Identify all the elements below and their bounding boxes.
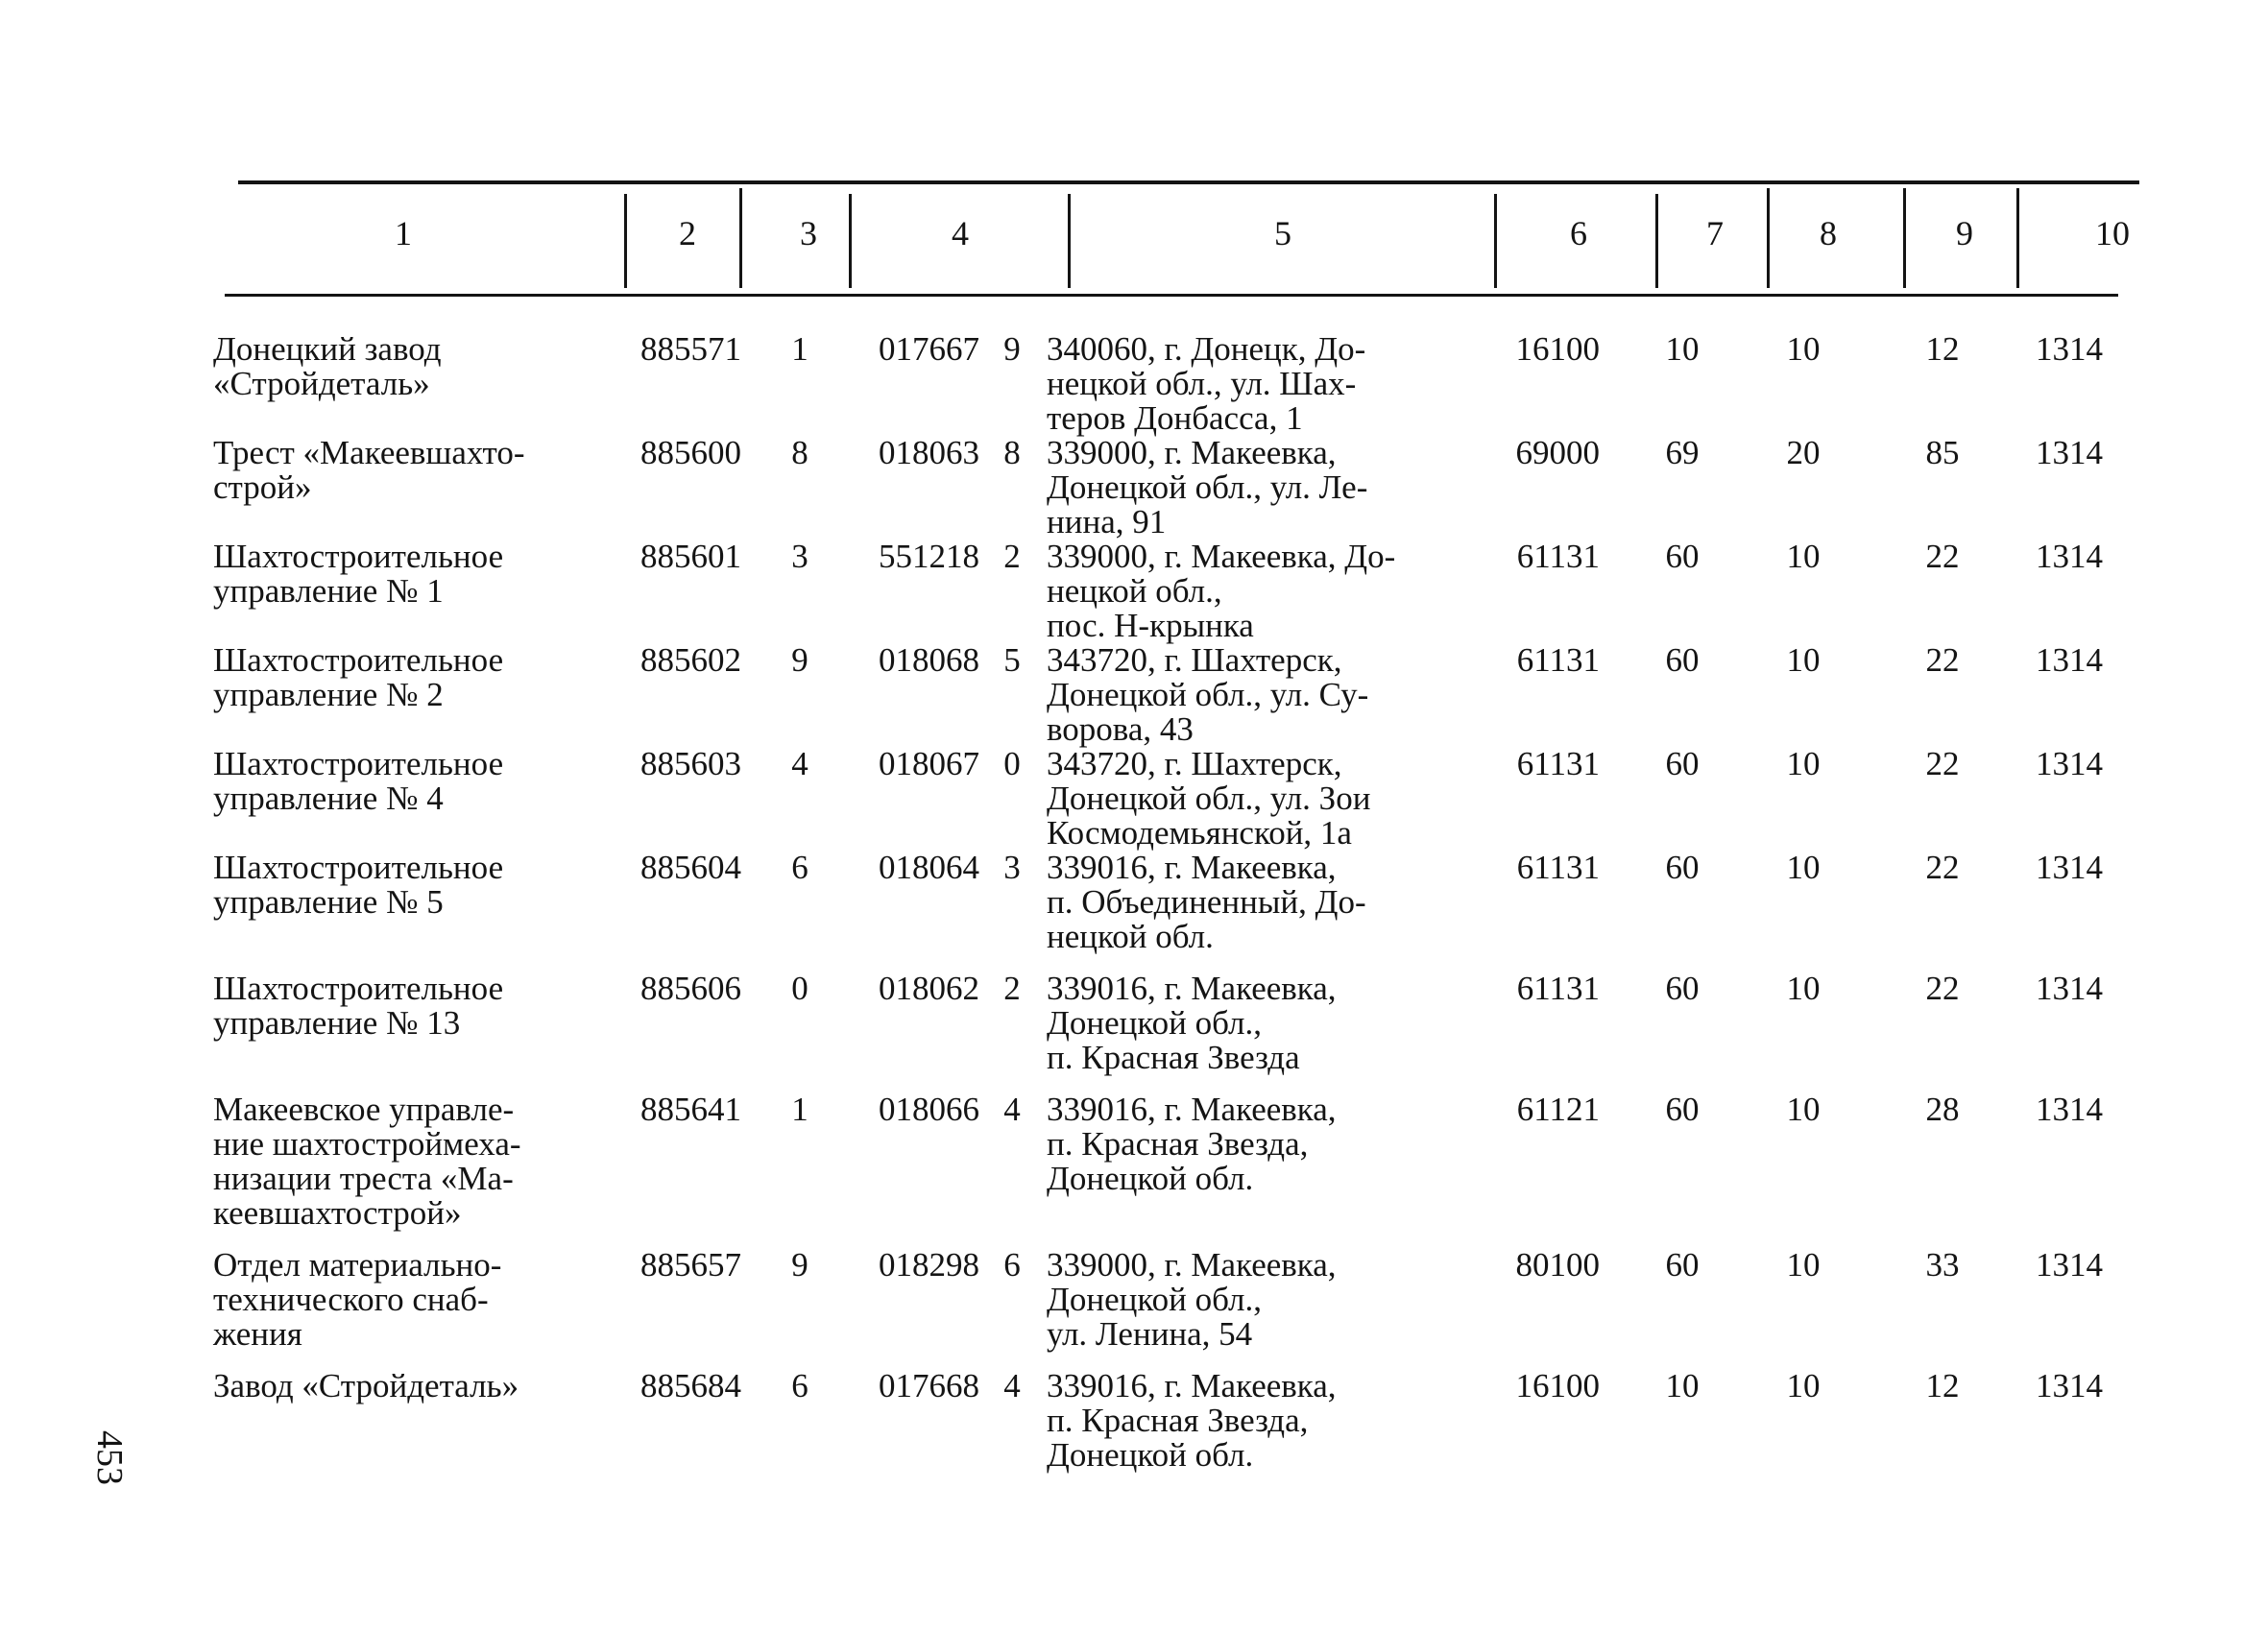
col-10-value: 1314	[2036, 538, 2103, 575]
address-line: Донецкой обл.,	[1047, 1281, 1262, 1318]
col-10-value: 1314	[2036, 745, 2103, 782]
address-line: 339016, г. Макеевка,	[1047, 1091, 1337, 1128]
address-line: 340060, г. Донецк, До-	[1047, 330, 1366, 368]
second-code: 018064	[879, 849, 979, 886]
col-9-value: 22	[1925, 849, 1960, 886]
address-line: 339016, г. Макеевка,	[1047, 849, 1337, 886]
org-name-line: Донецкий завод	[213, 330, 442, 368]
address-line: 343720, г. Шахтерск,	[1047, 641, 1342, 679]
col-9-value: 22	[1925, 970, 1960, 1007]
header-separator	[739, 188, 742, 288]
col-8-value: 10	[1786, 745, 1821, 782]
org-code-check: 1	[791, 1091, 808, 1128]
col-7-value: 60	[1665, 745, 1700, 782]
org-code: 885657	[640, 1246, 741, 1284]
header-col-10: 10	[2095, 214, 2130, 252]
header-separator	[1068, 194, 1071, 288]
second-code: 551218	[879, 538, 979, 575]
col-9-value: 22	[1925, 641, 1960, 679]
org-code-check: 1	[791, 330, 808, 368]
second-code: 018068	[879, 641, 979, 679]
header-separator	[1655, 194, 1658, 288]
header-col-7: 7	[1706, 214, 1724, 252]
address-line: Донецкой обл.	[1047, 1160, 1254, 1197]
address-line: 339000, г. Макеевка,	[1047, 434, 1337, 471]
header-separator	[1903, 188, 1906, 288]
org-name-line: технического снаб-	[213, 1281, 489, 1318]
col-8-value: 10	[1786, 538, 1821, 575]
org-name-line: управление № 1	[213, 572, 444, 610]
col-7-value: 10	[1665, 330, 1700, 368]
col-7-value: 10	[1665, 1367, 1700, 1404]
col-6-value: 61121	[1516, 1091, 1600, 1128]
second-code: 017667	[879, 330, 979, 368]
col-6-value: 80100	[1515, 1246, 1600, 1284]
address-line: 339016, г. Макеевка,	[1047, 970, 1337, 1007]
header-separator	[1767, 188, 1770, 288]
second-code-check: 2	[1003, 538, 1021, 575]
address-line: Донецкой обл.	[1047, 1436, 1254, 1474]
col-9-value: 85	[1925, 434, 1960, 471]
org-name-line: Отдел материально-	[213, 1246, 502, 1284]
org-code-check: 0	[791, 970, 808, 1007]
col-6-value: 69000	[1515, 434, 1600, 471]
org-name-line: Шахтостроительное	[213, 970, 504, 1007]
second-code-check: 0	[1003, 745, 1021, 782]
col-9-value: 22	[1925, 745, 1960, 782]
address-line: Донецкой обл.,	[1047, 1004, 1262, 1042]
header-col-4: 4	[952, 214, 969, 252]
table-top-rule	[238, 180, 2139, 184]
col-9-value: 12	[1925, 1367, 1960, 1404]
header-col-3: 3	[800, 214, 817, 252]
second-code-check: 9	[1003, 330, 1021, 368]
address	[1047, 1248, 1337, 1352]
header-separator	[849, 194, 852, 288]
col-7-value: 60	[1665, 1246, 1700, 1284]
header-separator	[1494, 194, 1497, 288]
address-line: 339000, г. Макеевка,	[1047, 1246, 1337, 1284]
org-code: 885600	[640, 434, 741, 471]
address	[1047, 540, 1395, 643]
org-code-check: 6	[791, 1367, 808, 1404]
col-8-value: 10	[1786, 641, 1821, 679]
address-line: 339000, г. Макеевка, До-	[1047, 538, 1396, 575]
org-name-line: Макеевское управле-	[213, 1091, 515, 1128]
org-code-check: 6	[791, 849, 808, 886]
address-line: Донецкой обл., ул. Ле-	[1047, 468, 1368, 506]
org-code-check: 4	[791, 745, 808, 782]
org-name-line: управление № 5	[213, 883, 444, 921]
col-8-value: 10	[1786, 849, 1821, 886]
address-line: Донецкой обл., ул. Зои	[1047, 780, 1371, 817]
header-col-6: 6	[1570, 214, 1587, 252]
org-name	[213, 436, 525, 505]
header-col-8: 8	[1820, 214, 1837, 252]
org-name	[213, 851, 503, 920]
col-10-value: 1314	[2036, 970, 2103, 1007]
header-separator	[2016, 188, 2019, 288]
second-code: 018066	[879, 1091, 979, 1128]
second-code-check: 3	[1003, 849, 1021, 886]
col-8-value: 10	[1786, 1367, 1821, 1404]
second-code: 018063	[879, 434, 979, 471]
col-6-value: 16100	[1515, 330, 1600, 368]
address-line: пос. Н-крынка	[1047, 607, 1254, 644]
address	[1047, 332, 1365, 436]
org-name	[213, 540, 503, 609]
col-7-value: 60	[1665, 538, 1700, 575]
address-line: нецкой обл., ул. Шах-	[1047, 365, 1357, 402]
address	[1047, 1092, 1337, 1196]
address-line: нина, 91	[1047, 503, 1167, 540]
org-name	[213, 643, 503, 712]
header-separator	[624, 194, 627, 288]
col-10-value: 1314	[2036, 434, 2103, 471]
org-name	[213, 972, 503, 1041]
address	[1047, 747, 1370, 851]
second-code: 018298	[879, 1246, 979, 1284]
org-code-check: 9	[791, 1246, 808, 1284]
col-6-value: 61131	[1516, 849, 1600, 886]
col-6-value: 61131	[1516, 745, 1600, 782]
org-name	[213, 1092, 521, 1231]
second-code: 017668	[879, 1367, 979, 1404]
col-10-value: 1314	[2036, 849, 2103, 886]
second-code: 018062	[879, 970, 979, 1007]
second-code-check: 8	[1003, 434, 1021, 471]
org-name-line: низации треста «Ма-	[213, 1160, 514, 1197]
org-name-line: ние шахтостроймеха-	[213, 1125, 521, 1163]
org-name-line: Шахтостроительное	[213, 745, 504, 782]
org-name-line: Шахтостроительное	[213, 641, 504, 679]
address	[1047, 436, 1367, 540]
col-7-value: 60	[1665, 641, 1700, 679]
org-code: 885606	[640, 970, 741, 1007]
org-name	[213, 332, 442, 401]
org-name-line: Трест «Макеевшахто-	[213, 434, 525, 471]
col-10-value: 1314	[2036, 1246, 2103, 1284]
address	[1047, 1369, 1337, 1473]
org-code: 885641	[640, 1091, 741, 1128]
org-name-line: Завод «Стройдеталь»	[213, 1367, 519, 1404]
org-code-check: 9	[791, 641, 808, 679]
org-name-line: управление № 4	[213, 780, 444, 817]
org-name-line: управление № 13	[213, 1004, 461, 1042]
col-6-value: 16100	[1515, 1367, 1600, 1404]
second-code: 018067	[879, 745, 979, 782]
col-10-value: 1314	[2036, 330, 2103, 368]
col-10-value: 1314	[2036, 1091, 2103, 1128]
col-8-value: 10	[1786, 1091, 1821, 1128]
col-8-value: 10	[1786, 970, 1821, 1007]
org-name-line: управление № 2	[213, 676, 444, 713]
col-8-value: 20	[1786, 434, 1821, 471]
second-code-check: 2	[1003, 970, 1021, 1007]
org-code: 885684	[640, 1367, 741, 1404]
col-7-value: 60	[1665, 970, 1700, 1007]
address-line: п. Объединенный, До-	[1047, 883, 1366, 921]
org-name-line: Шахтостроительное	[213, 849, 504, 886]
col-6-value: 61131	[1516, 641, 1600, 679]
col-7-value: 69	[1665, 434, 1700, 471]
org-name-line: Шахтостроительное	[213, 538, 504, 575]
col-6-value: 61131	[1516, 538, 1600, 575]
address	[1047, 972, 1337, 1075]
org-name	[213, 1248, 501, 1352]
address-line: Космодемьянской, 1а	[1047, 814, 1352, 852]
col-9-value: 28	[1925, 1091, 1960, 1128]
org-code: 885602	[640, 641, 741, 679]
address-line: п. Красная Звезда,	[1047, 1402, 1309, 1439]
org-code: 885603	[640, 745, 741, 782]
org-name	[213, 1369, 519, 1404]
address-line: ул. Ленина, 54	[1047, 1315, 1253, 1353]
org-code: 885601	[640, 538, 741, 575]
org-name-line: строй»	[213, 468, 312, 506]
org-name-line: кеевшахтострой»	[213, 1194, 462, 1232]
address-line: теров Донбасса, 1	[1047, 399, 1303, 437]
org-code-check: 3	[791, 538, 808, 575]
col-10-value: 1314	[2036, 641, 2103, 679]
header-col-1: 1	[395, 214, 412, 252]
second-code-check: 5	[1003, 641, 1021, 679]
header-bottom-rule	[225, 294, 2118, 297]
address-line: Донецкой обл., ул. Су-	[1047, 676, 1369, 713]
address	[1047, 851, 1366, 954]
second-code-check: 4	[1003, 1367, 1021, 1404]
org-name-line: «Стройдеталь»	[213, 365, 430, 402]
col-9-value: 33	[1925, 1246, 1960, 1284]
address	[1047, 643, 1368, 747]
col-9-value: 22	[1925, 538, 1960, 575]
col-7-value: 60	[1665, 849, 1700, 886]
address-line: нецкой обл.	[1047, 918, 1214, 955]
second-code-check: 6	[1003, 1246, 1021, 1284]
address-line: 339016, г. Макеевка,	[1047, 1367, 1337, 1404]
header-col-2: 2	[679, 214, 696, 252]
second-code-check: 4	[1003, 1091, 1021, 1128]
address-line: 343720, г. Шахтерск,	[1047, 745, 1342, 782]
header-col-5: 5	[1274, 214, 1291, 252]
org-code-check: 8	[791, 434, 808, 471]
org-code: 885571	[640, 330, 741, 368]
col-6-value: 61131	[1516, 970, 1600, 1007]
col-8-value: 10	[1786, 1246, 1821, 1284]
header-col-9: 9	[1956, 214, 1973, 252]
address-line: нецкой обл.,	[1047, 572, 1222, 610]
address-line: п. Красная Звезда	[1047, 1039, 1300, 1076]
page-number: 453	[89, 1430, 130, 1485]
col-7-value: 60	[1665, 1091, 1700, 1128]
address-line: п. Красная Звезда,	[1047, 1125, 1309, 1163]
col-10-value: 1314	[2036, 1367, 2103, 1404]
address-line: ворова, 43	[1047, 710, 1194, 748]
col-9-value: 12	[1925, 330, 1960, 368]
org-name	[213, 747, 503, 816]
org-code: 885604	[640, 849, 741, 886]
org-name-line: жения	[213, 1315, 302, 1353]
col-8-value: 10	[1786, 330, 1821, 368]
